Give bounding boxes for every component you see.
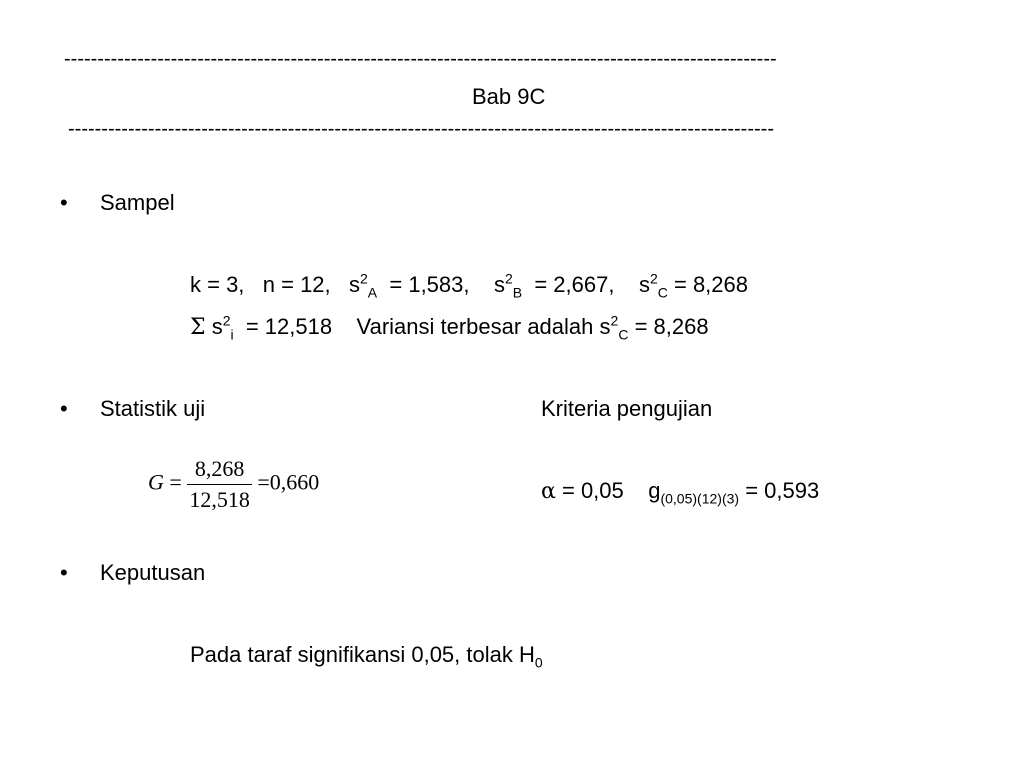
section-label-kriteria: Kriteria pengujian — [541, 396, 713, 421]
header-rule-bottom: ---------------------------------------------------------------------------------------------------------- — [68, 118, 774, 140]
sample-parameters-line — [190, 270, 748, 301]
critical-value: = 0,593 — [745, 478, 820, 503]
alpha-value: = 0,05 — [561, 478, 624, 503]
variance-sum-line — [190, 314, 709, 341]
bullet-keputusan: • — [60, 560, 68, 585]
variance-b-value: = 2,667, — [534, 272, 615, 297]
formula-result: 0,660 — [269, 469, 320, 495]
formula-equals-2: = — [257, 469, 270, 495]
alpha-symbol: α — [541, 479, 556, 504]
n-value: n = 12, — [262, 272, 331, 297]
criteria-line — [541, 478, 819, 505]
variance-sum-value: = 12,518 — [245, 314, 333, 339]
formula-numerator: 8,268 — [187, 456, 252, 485]
variance-c-value: = 8,268 — [673, 272, 748, 297]
test-statistic-formula — [148, 456, 319, 513]
h-subscript: 0 — [534, 654, 543, 671]
page-title: Bab 9C — [472, 84, 546, 109]
variance-c-symbol: $s^2_C$ — [638, 270, 668, 301]
variance-a-symbol: $s^2_A$ — [349, 270, 378, 301]
decision-text: Pada taraf signifikansi 0,05, tolak $H_0$ — [190, 642, 543, 671]
formula-denominator: 12,518 — [189, 487, 250, 512]
critical-value-symbol: $g_{(0,05)(12)(3)}$ — [648, 478, 740, 507]
largest-variance-value: = 8,268 — [634, 314, 709, 339]
k-value: k = 3, — [190, 272, 245, 297]
variance-b-symbol: $s^2_B$ — [493, 270, 523, 301]
section-label-sampel: Sampel — [100, 190, 175, 215]
header-rule-top: ----------------------------------------------------------------------------------------------------------- — [64, 48, 777, 70]
section-label-keputusan: Keputusan — [100, 560, 206, 585]
bullet-sampel: • — [60, 190, 68, 215]
variance-a-value: = 1,583, — [389, 272, 470, 297]
sigma-symbol: Σ — [190, 315, 206, 340]
formula-equals: = — [169, 469, 182, 495]
bullet-statistik: • — [60, 396, 68, 421]
formula-fraction — [187, 456, 252, 513]
variance-i-symbol: $s^2_i$ — [211, 312, 234, 343]
section-label-statistik-uji: Statistik uji — [100, 396, 206, 421]
largest-variance-text: Variansi terbesar adalah $s^2_C$ — [356, 312, 629, 343]
formula-lhs: G — [148, 469, 164, 495]
